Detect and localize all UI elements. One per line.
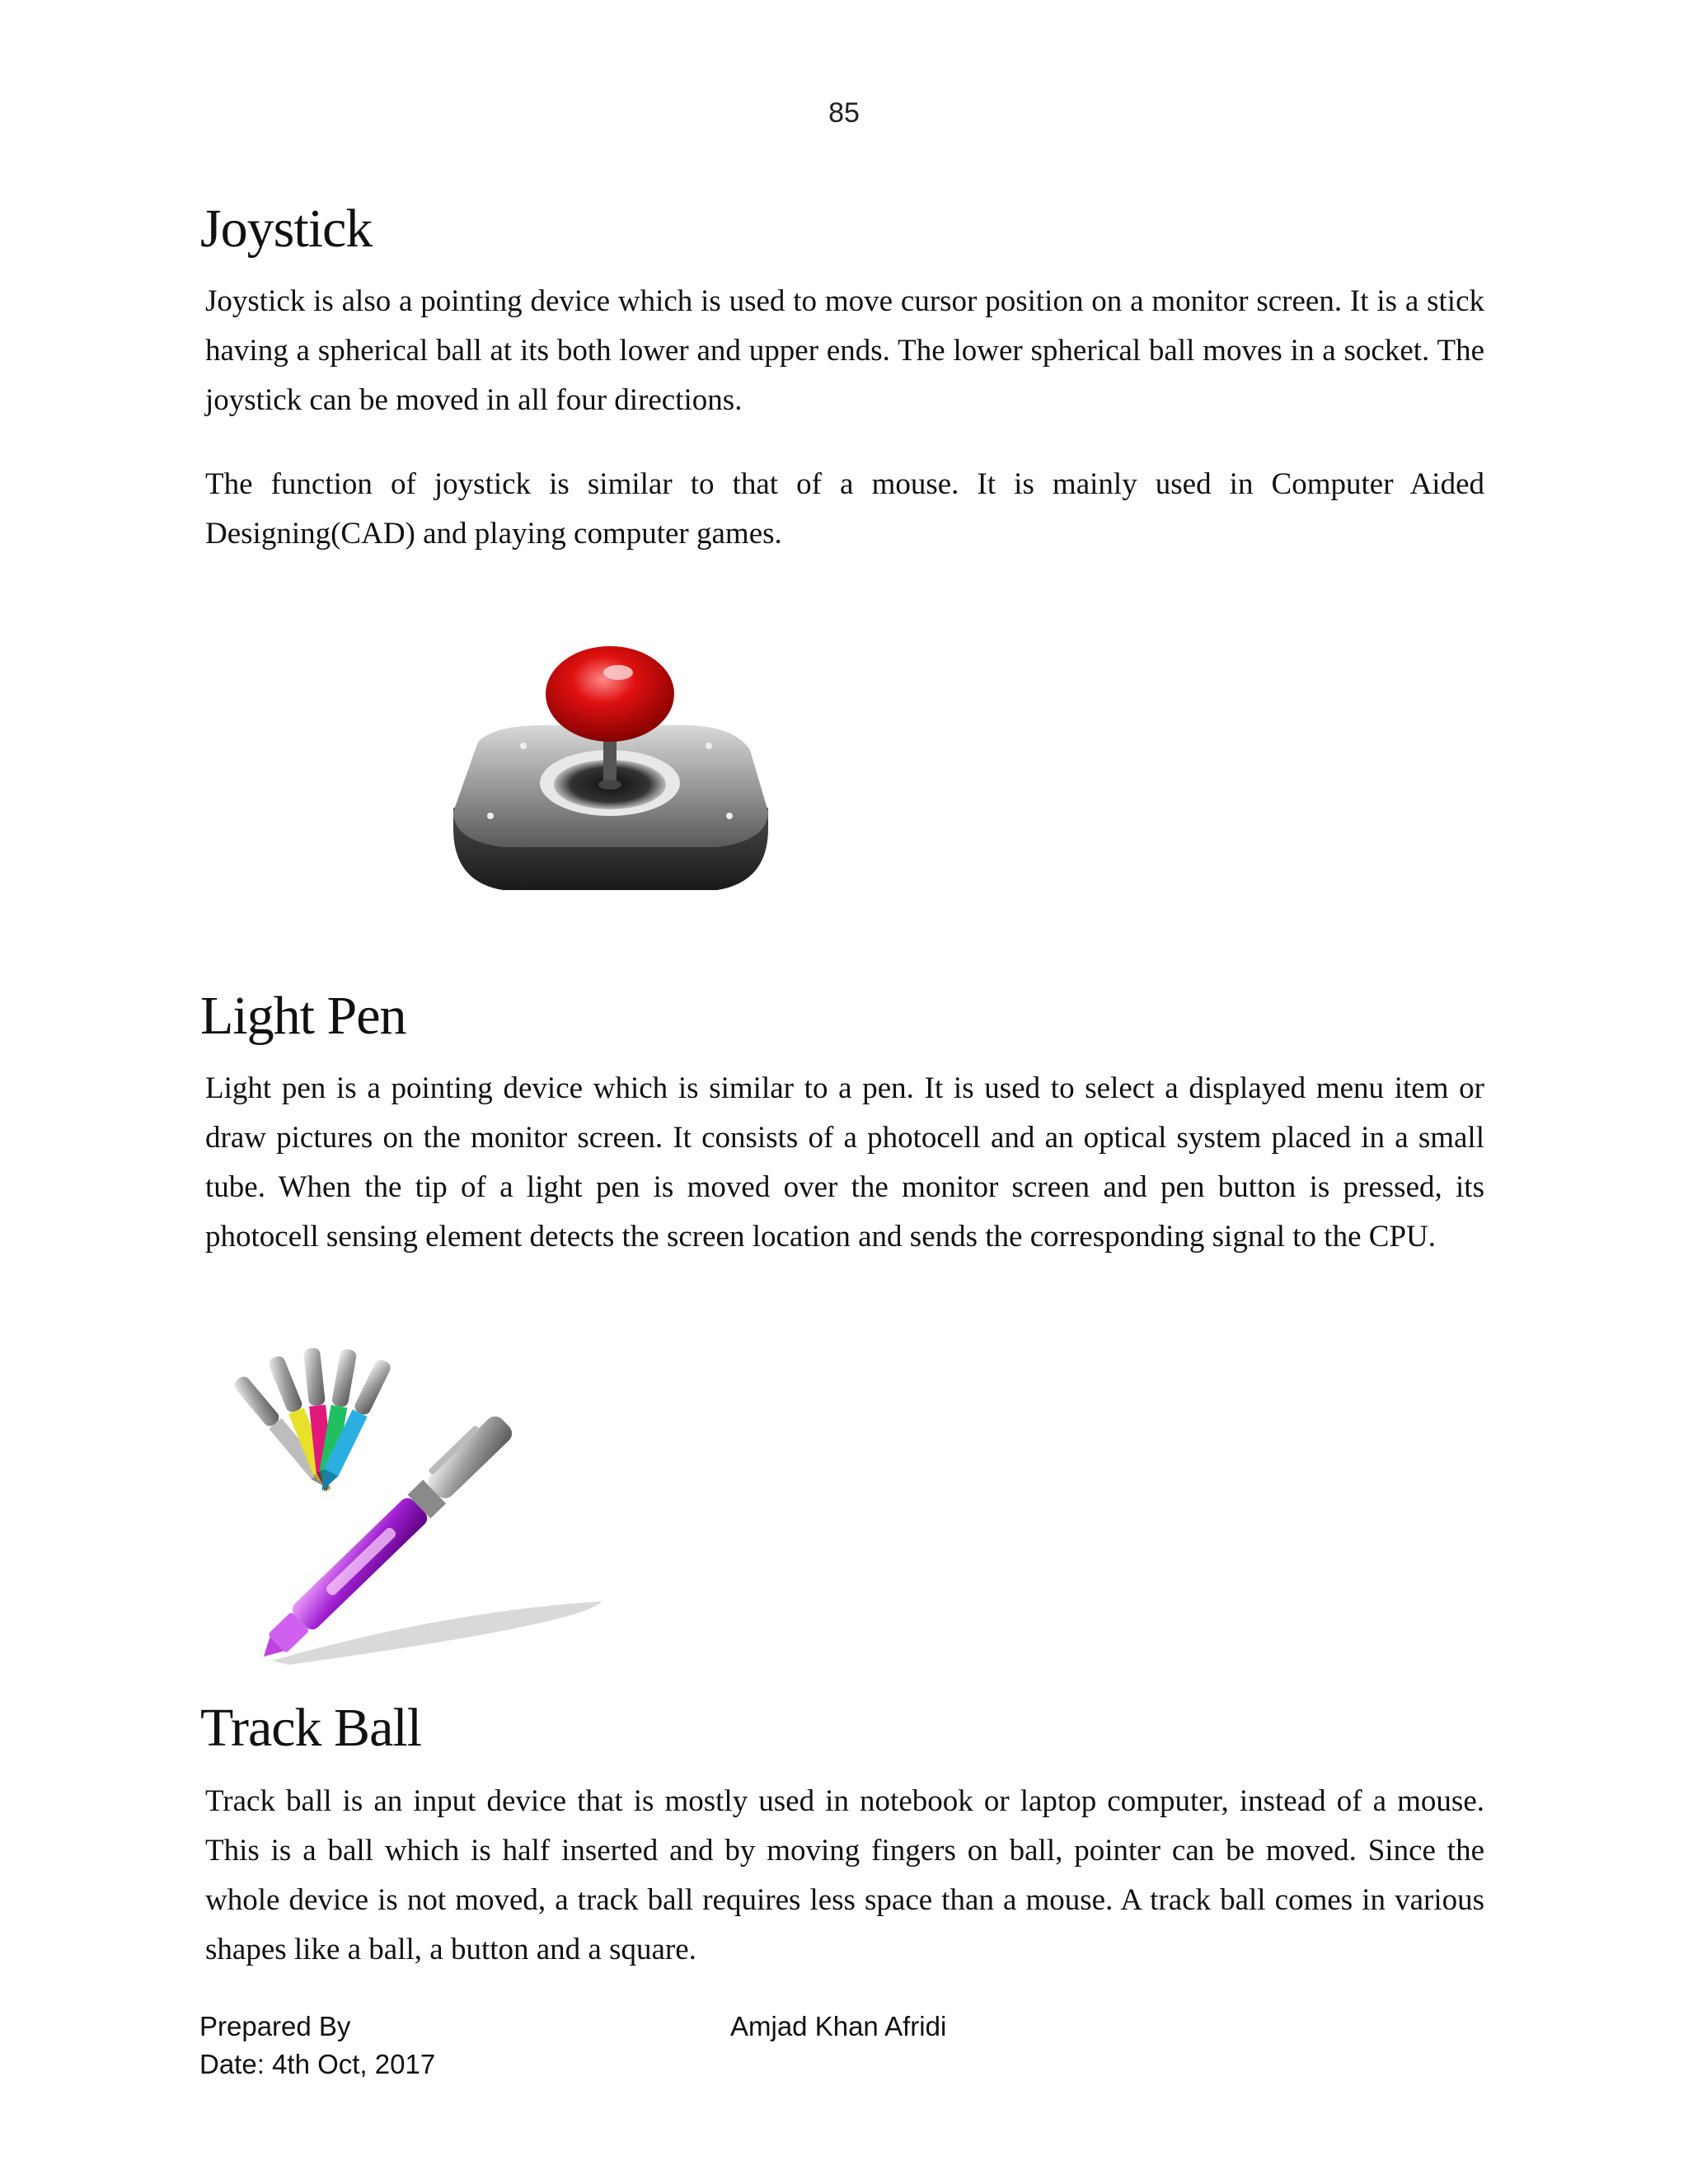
footer-date: Date: 4th Oct, 2017: [199, 2049, 436, 2079]
joystick-paragraph-1: Joystick is also a pointing device which is used to move cursor position on a monitor screen. It is a stick having a spherical ball at its both lower and upper ends. The lower spherical ball moves in a socket. The joystick can be moved in all four directions.: [205, 284, 1484, 417]
section-title-light-pen: Light Pen: [200, 986, 406, 1046]
section-title-track-ball: Track Ball: [200, 1698, 422, 1758]
footer-prepared-by: Prepared By: [199, 2011, 351, 2041]
joystick-paragraph-2: The function of joystick is similar to that of a mouse. It is mainly used in Computer Aided Designing(CAD) and playing computer games.: [205, 467, 1484, 551]
footer-author: Amjad Khan Afridi: [730, 2011, 947, 2041]
joystick-image: [445, 643, 775, 915]
light-pen-paragraph: Light pen is a pointing device which is similar to a pen. It is used to select a displayed menu item or draw pictures on the monitor screen. It consists of a photocell and an optical system placed in a small tube. When the tip of a light pen is moved over the monitor screen and pen button is pressed, its photocell sensing element detects the screen location and sends the corresponding signal to the CPU.: [205, 1071, 1484, 1254]
light-pen-image: [198, 1339, 610, 1669]
section-title-joystick: Joystick: [200, 199, 373, 259]
track-ball-paragraph: Track ball is an input device that is mostly used in notebook or laptop computer, instead of a mouse. This is a ball which is half inserted and by moving fingers on ball, pointer can be moved. Since the whole device is not moved, a track ball requires less space than a mouse. A track ball comes in various shapes like a ball, a button and a square.: [205, 1784, 1484, 1966]
page-number: 85: [828, 97, 860, 129]
